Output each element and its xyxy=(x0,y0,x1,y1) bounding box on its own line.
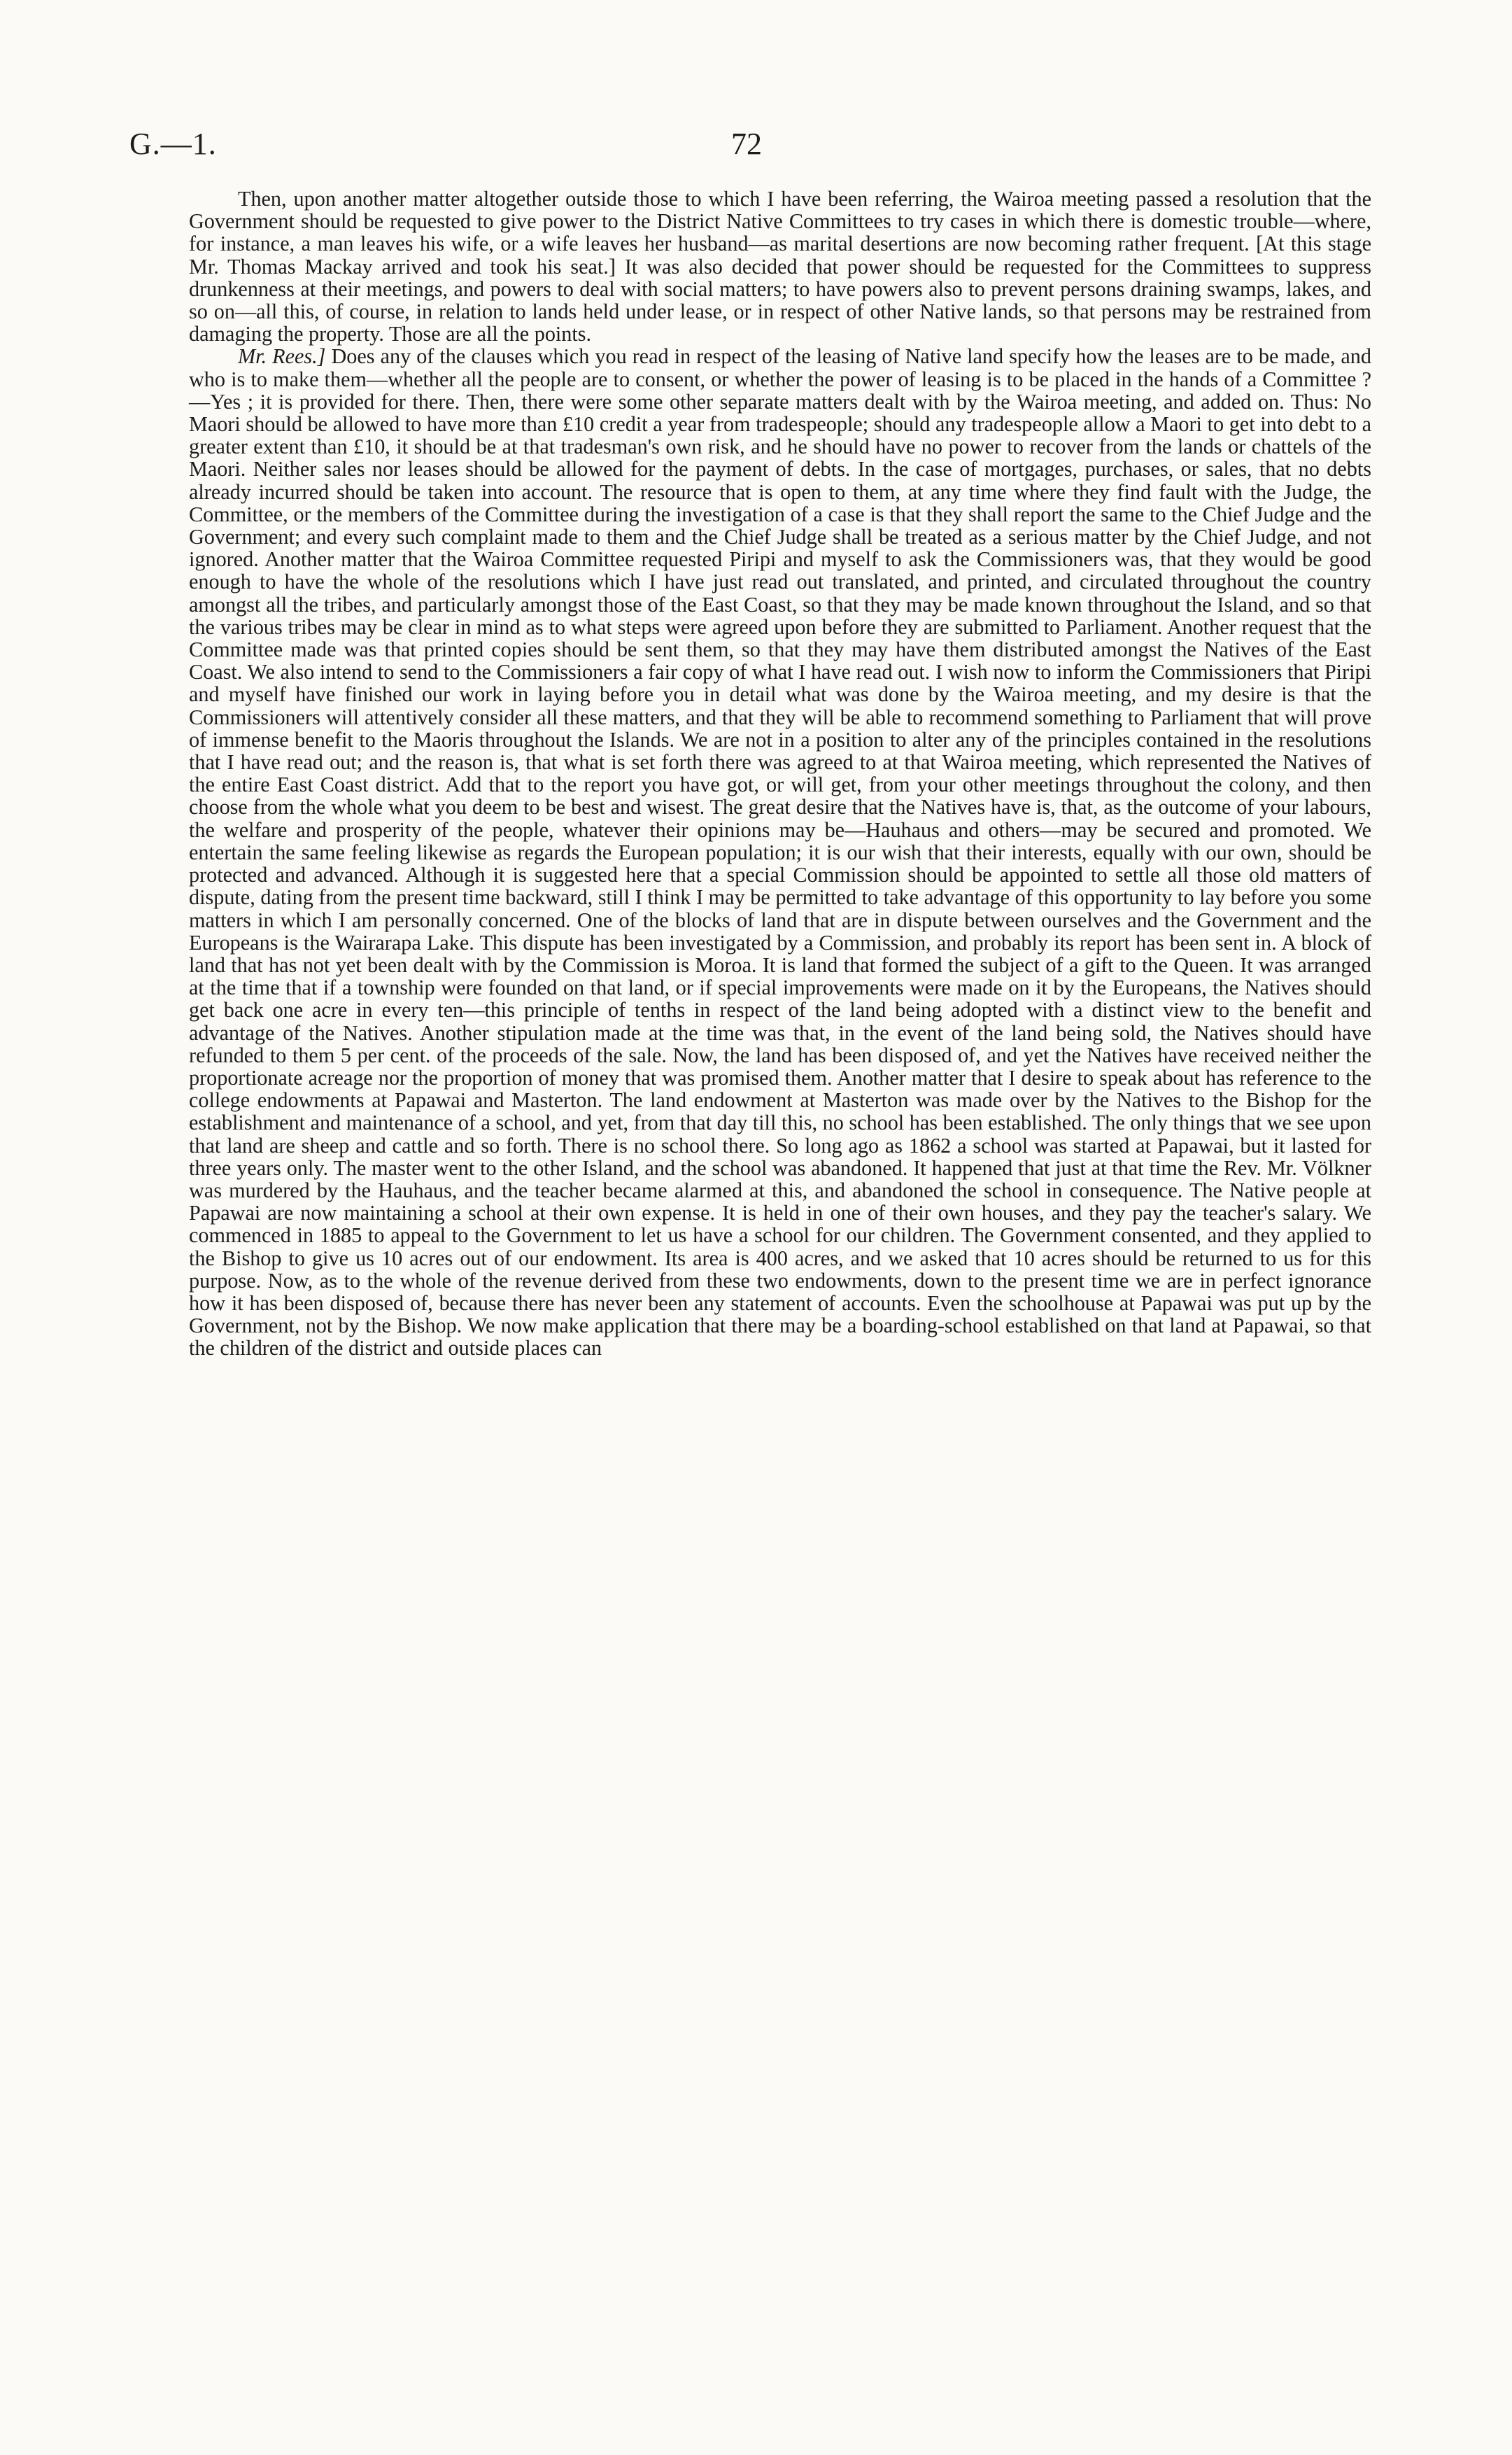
speaker-label: Mr. Rees.] xyxy=(238,344,326,369)
page-header xyxy=(129,126,1371,168)
paragraph-text: Does any of the clauses which you read in respect of the leasing of Native land specify how the leases are to be made, and who is to make them—whether all the people are to consent, or whether the power of leasing is to be placed in the hands of a Committee ?—Yes ; it is provided for there. Then, there were some other separate matters dealt with by the Wairoa meeting, and added on. Thus: No Maori should be allowed to have more than £10 credit a year from tradespeople; should any tradespeople allow a Maori to get into debt to a greater extent than £10, it should be at that tradesman's own risk, and he should have no power to recover from the lands or chattels of the Maori. Neither sales nor leases should be allowed for the payment of debts. In the case of mortgages, purchases, or sales, that no debts already incurred should be taken into account. The resource that is open to them, at any time where they find fault with the Judge, the Committee, or the members of the Committee during the investigation of a case is that they shall report the same to the Chief Judge and the Government; and every such complaint made to them and the Chief Judge shall be treated as a serious matter by the Chief Judge, and not ignored. Another matter that the Wairoa Committee requested Piripi and myself to ask the Commissioners was, that they would be good enough to have the whole of the resolutions which I have just read out translated, and printed, and circulated throughout the country amongst all the tribes, and particularly amongst those of the East Coast, so that they may be made known throughout the Island, and so that the various tribes may be clear in mind as to what steps were agreed upon before they are submitted to Parliament. Another request that the Committee made was that printed copies should be sent them, so that they may have them distributed amongst the Natives of the East Coast. We also intend to send to the Commissioners a fair copy of what I have read out. I wish now to inform the Commissioners that Piripi and myself have finished our work in laying before you in detail what was done by the Wairoa meeting, and my desire is that the Commissioners will attentively consider all these matters, and that they will be able to recommend something to Parliament that will prove of immense benefit to the Maoris throughout the Islands. We are not in a position to alter any of the principles contained in the resolutions that I have read out; and the reason is, that what is set forth there was agreed to at that Wairoa meeting, which represented the Natives of the entire East Coast district. Add that to the report you have got, or will get, from your other meetings throughout the colony, and then choose from the whole what you deem to be best and wisest. The great desire that the Natives have is, that, as the outcome of your labours, the welfare and prosperity of the people, whatever their opinions may be—Hauhaus and others—may be secured and promoted. We entertain the same feeling likewise as regards the European population; it is our wish that their interests, equally with our own, should be protected and advanced. Although it is suggested here that a special Commission should be appointed to settle all those old matters of dispute, dating from the present time backward, still I think I may be permitted to take advantage of this opportunity to lay before you some matters in which I am personally concerned. One of the blocks of land that are in dispute between ourselves and the Government and the Europeans is the Wairarapa Lake. This dispute has been investigated by a Commission, and probably its report has been sent in. A block of land that has not yet been dealt with by the Commission is Moroa. It is land that formed the subject of a gift to the Queen. It was arranged at the time that if a township were founded on that land, or if special improvements were made on it by the Europeans, the Natives should get back one acre in every ten—this principle of tenths in respect of the land being adopted with a distinct view to the benefit and advantage of the Natives. Another stipulation made at the time was that, in the event of the land being sold, the Natives should have refunded to them 5 per cent. of the proceeds of the sale. Now, the land has been disposed of, and yet the Natives have received neither the proportionate acreage nor the proportion of money that was promised them. Another matter that I desire to speak about has reference to the college endowments at Papawai and Masterton. The land endowment at Masterton was made over by the Natives to the Bishop for the establishment and maintenance of a school, and yet, from that day till this, no school has been established. The only things that we see upon that land are sheep and cattle and so forth. There is no school there. So long ago as 1862 a school was started at Papawai, but it lasted for three years only. The master went to the other Island, and the school was abandoned. It happened that just at that time the Rev. Mr. Völkner was murdered by the Hauhaus, and the teacher became alarmed at this, and abandoned the school in consequence. The Native people at Papawai are now maintaining a school at their own expense. It is held in one of their own houses, and they pay the teacher's salary. We commenced in 1885 to appeal to the Government to let us have a school for our children. The Government consented, and they applied to the Bishop to give us 10 acres out of our endowment. Its area is 400 acres, and we asked that 10 acres should be returned to us for this purpose. Now, as to the whole of the revenue derived from these two endowments, down to the present time we are in perfect ignorance how it has been disposed of, because there has never been any statement of accounts. Even the schoolhouse at Papawai was put up by the Government, not by the Bishop. We now make application that there may be a boarding-school established on that land at Papawai, so that the children of the district and outside places can xyxy=(189,344,1371,1360)
paragraph-text: Then, upon another matter altogether outside those to which I have been referring, the Wairoa meeting passed a resolution that the Government should be requested to give power to the District Native Committees to try cases in which there is domestic trouble—where, for instance, a man leaves his wife, or a wife leaves her husband—as marital desertions are now becoming rather frequent. [At this stage Mr. Thomas Mackay arrived and took his seat.] It was also decided that power should be requested for the Committees to suppress drunkenness at their meetings, and powers to deal with social matters; to have powers also to prevent persons draining swamps, lakes, and so on—all this, of course, in relation to lands held under lease, or in respect of other Native lands, so that persons may be restrained from damaging the property. Those are all the points. xyxy=(189,187,1371,346)
page-number: 72 xyxy=(731,127,762,161)
document-body xyxy=(189,188,1371,1360)
document-reference: G.—1. xyxy=(129,127,217,161)
paragraph-rees xyxy=(189,345,1371,1359)
paragraph-intro xyxy=(189,188,1371,345)
